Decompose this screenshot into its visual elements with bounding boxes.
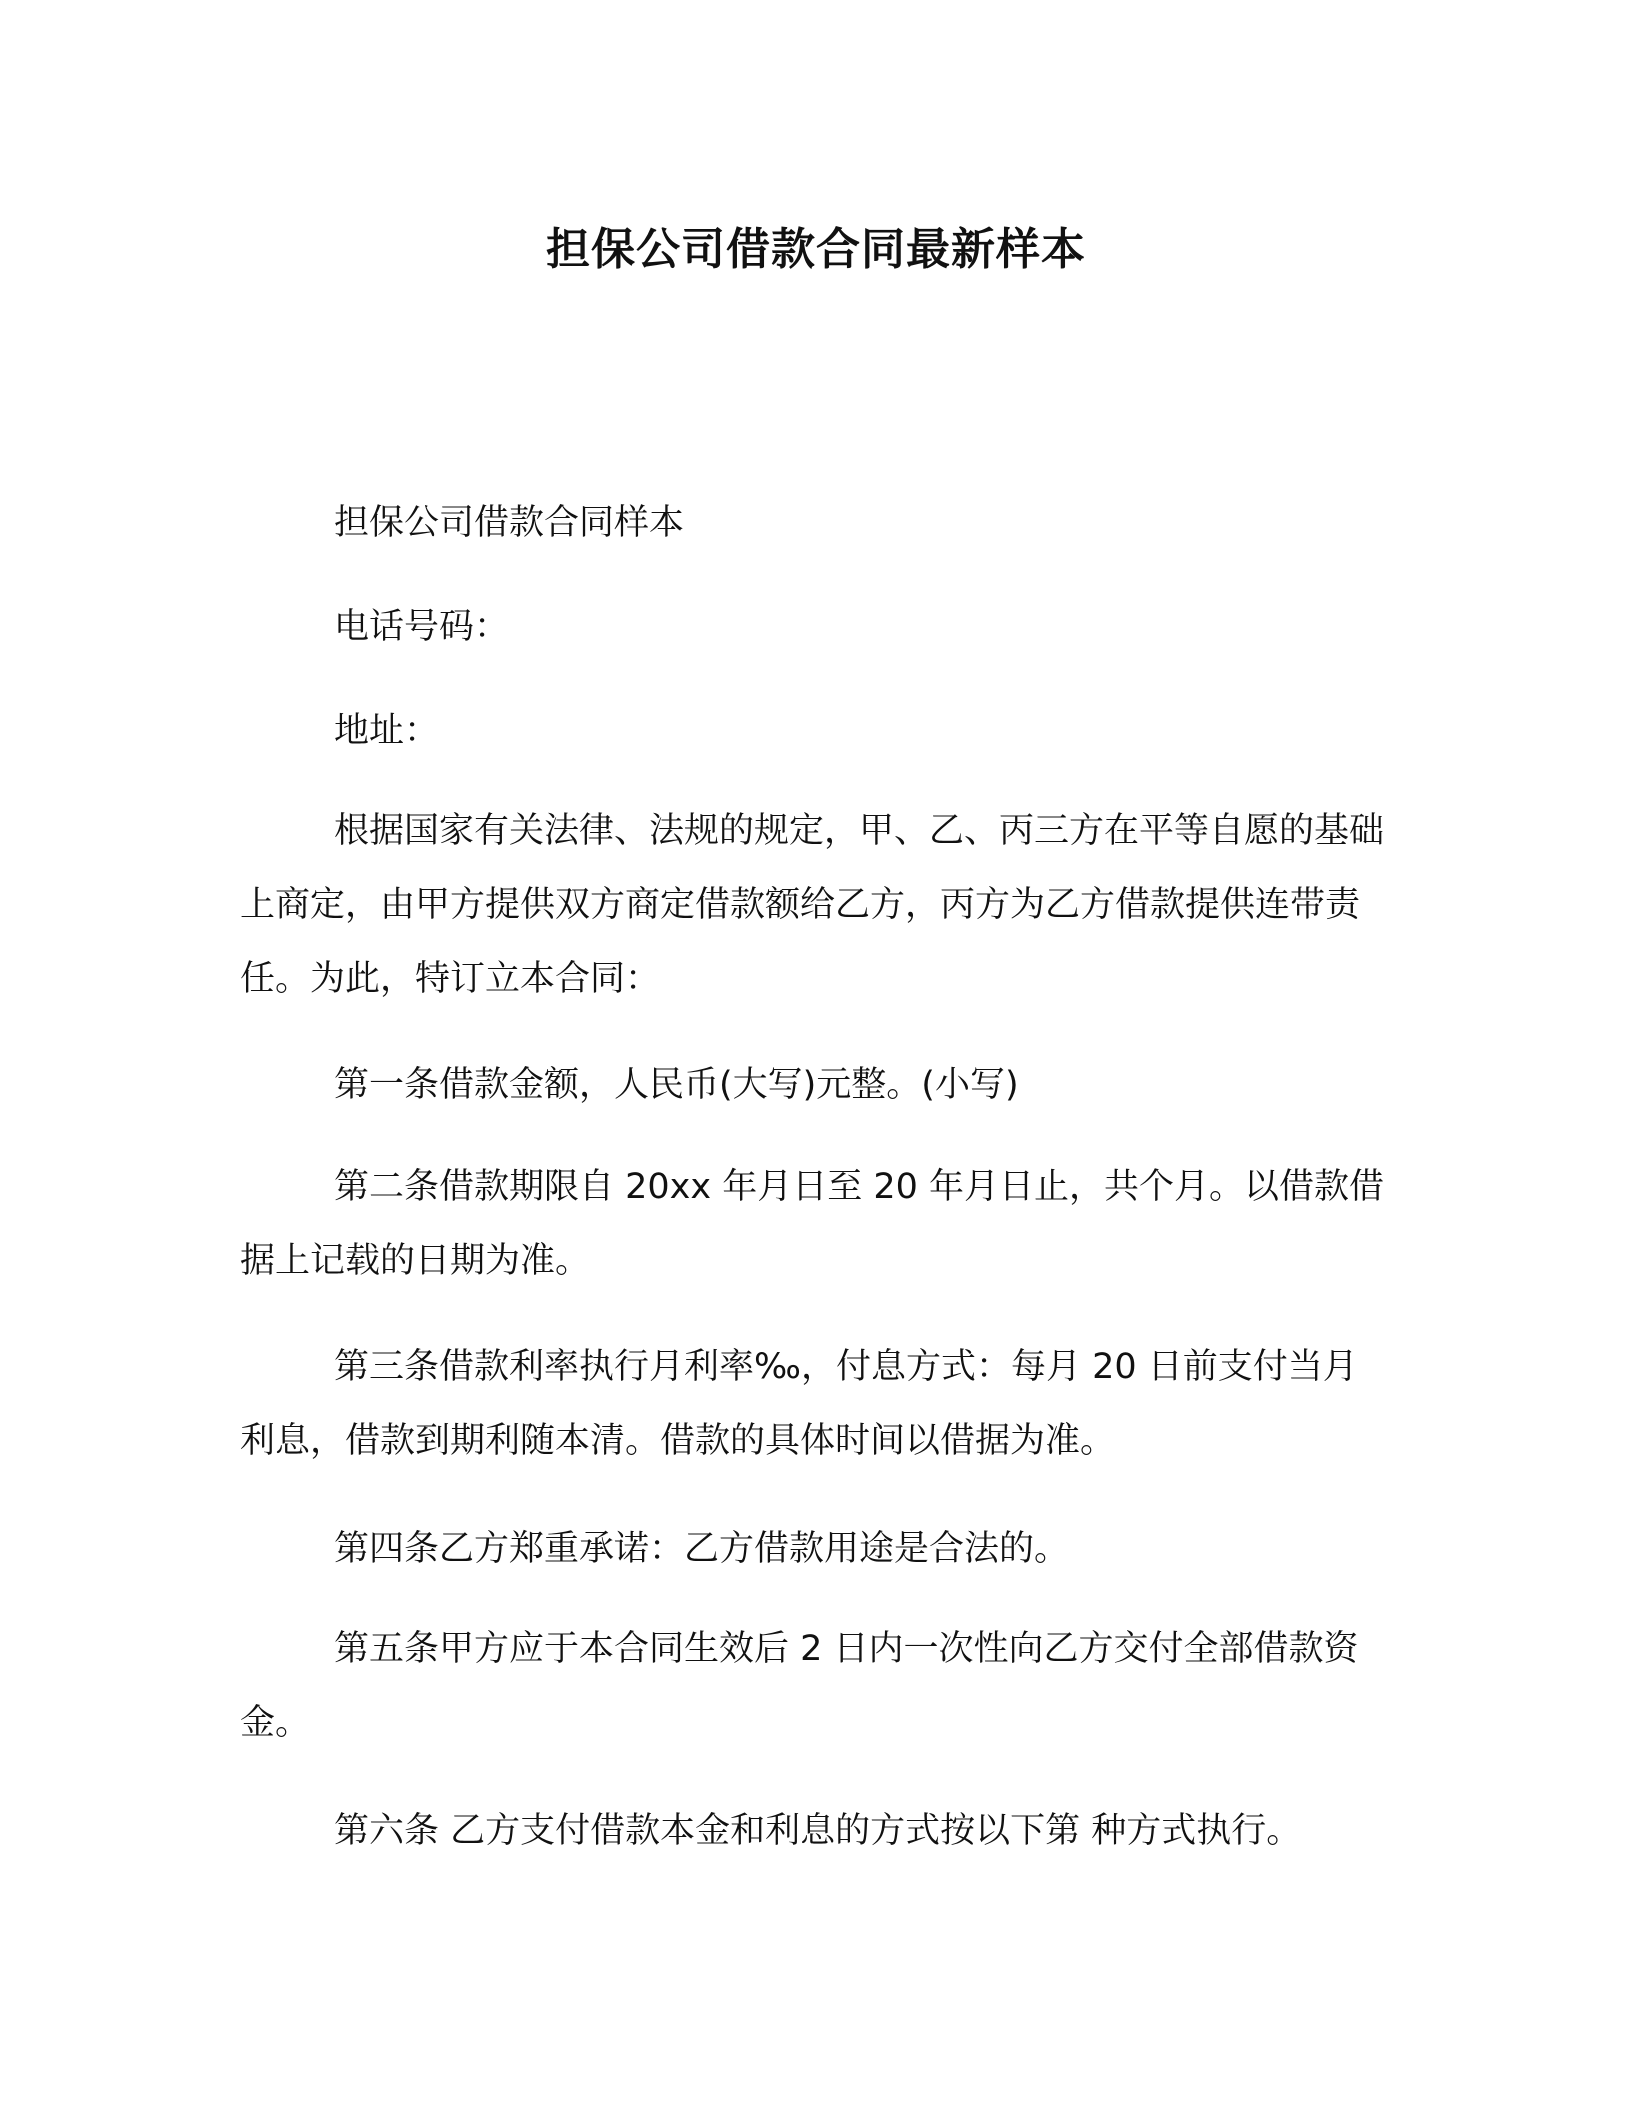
body-paragraph xyxy=(240,694,1392,768)
body-paragraph xyxy=(240,794,1392,1016)
article-2: 第二条借款期限自 20xx 年月日至 20 年月日止，共个月。以借款借据上记载的日期为准。 xyxy=(240,1167,1385,1281)
body-paragraph xyxy=(240,1330,1392,1478)
preamble-paragraph: 根据国家有关法律、法规的规定，甲、乙、丙三方在平等自愿的基础上商定，由甲方提供双方商定借款额给乙方，丙方为乙方借款提供连带责任。为此，特订立本合同： xyxy=(240,811,1385,999)
body-paragraph xyxy=(240,1794,1392,1868)
article-5: 第五条甲方应于本合同生效后 2 日内一次性向乙方交付全部借款资金。 xyxy=(240,1629,1359,1743)
document-title: 担保公司借款合同最新样本 xyxy=(546,224,1086,275)
article-1: 第一条借款金额，人民币(大写)元整。(小写) xyxy=(334,1065,1019,1105)
body-paragraph xyxy=(240,590,1392,664)
body-paragraph xyxy=(240,1150,1392,1298)
phone-number-field: 电话号码： xyxy=(334,607,510,647)
contract-subtitle: 担保公司借款合同样本 xyxy=(334,503,685,543)
article-4: 第四条乙方郑重承诺：乙方借款用途是合法的。 xyxy=(334,1529,1070,1569)
body-paragraph xyxy=(240,1512,1392,1586)
article-3: 第三条借款利率执行月利率‰，付息方式：每月 20 日前支付当月利息，借款到期利随本清。借款的具体时间以借据为准。 xyxy=(240,1347,1358,1461)
body-paragraph xyxy=(240,486,1392,560)
address-field: 地址： xyxy=(334,711,440,751)
body-paragraph xyxy=(240,1612,1392,1760)
body-paragraph xyxy=(240,1048,1392,1122)
article-6: 第六条 乙方支付借款本金和利息的方式按以下第 种方式执行。 xyxy=(334,1811,1302,1851)
